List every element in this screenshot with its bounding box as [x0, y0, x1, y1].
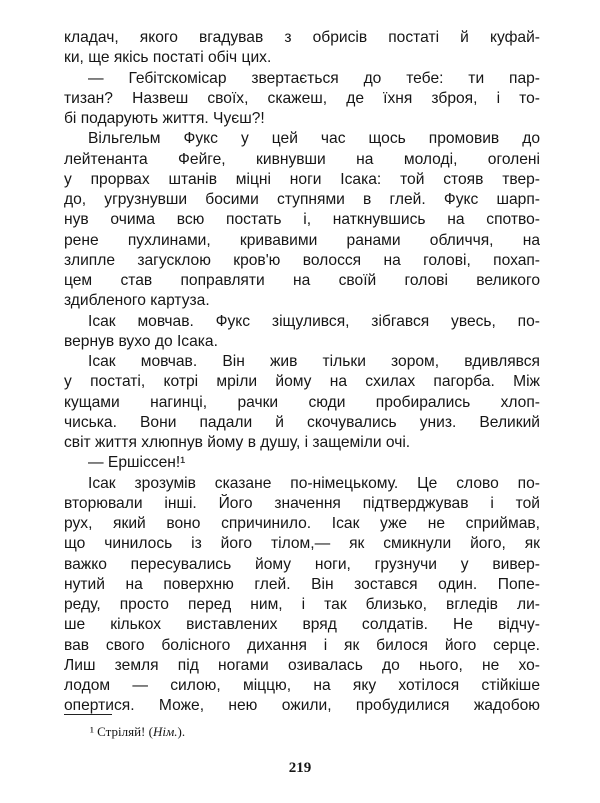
text-line: нув очима всю постать і, наткнувшись на спотво-	[64, 211, 540, 229]
text-line: — Гебітскомісар звертається до тебе: ти пар-	[88, 69, 540, 87]
footnote-lang-close: ).	[177, 724, 186, 739]
footnote-divider	[64, 714, 112, 715]
text-line: Ісак мовчав. Він жив тільки зором, вдивлявся	[88, 353, 540, 370]
text-line: Вільгельм Фукс у цей час щось промовив до	[88, 130, 540, 148]
text-line: Лиш земля під ногами озивалась до нього, не хо-	[64, 656, 540, 674]
text-line: ки, ще якісь постаті обіч цих.	[64, 49, 272, 67]
text-line: реду, просто перед ним, і так близько, вгледів ли-	[64, 596, 540, 613]
text-line: до, угрузнувши босими ступнями в глей. Фукс шарп-	[64, 191, 540, 208]
text-line: здибленого картуза.	[64, 292, 210, 310]
text-line: опертися. Може, нею ожили, пробудилися жадобою	[64, 697, 540, 715]
page-number: 219	[288, 760, 312, 776]
text-line: — Ершіссен!¹	[88, 454, 186, 472]
text-line: у прорвах штанів міцні ноги Ісака: той стояв твер-	[64, 170, 540, 188]
footnote-marker: ¹	[90, 724, 94, 739]
text-line: кладач, якого вгадував з обрисів постаті й куфай-	[64, 29, 540, 46]
text-line: світ життя хлюпнув йому в душу, і защеміли очі.	[64, 434, 411, 451]
text-line: Ісак мовчав. Фукс зіщулився, зібгався увесь, по-	[88, 312, 540, 330]
text-line: бі подарують життя. Чуєш?!	[64, 110, 265, 127]
text-line: ше кількох виставлених вряд солдатів. Не відчу-	[64, 616, 540, 634]
text-line: тизан? Назвеш своїх, скажеш, де їхня зброя, і то-	[64, 89, 540, 107]
text-line: вернув вухо до Ісака.	[64, 332, 218, 350]
text-line: що чинилось із його тілом,— як смикнули його, як	[64, 535, 540, 553]
footnote	[90, 724, 185, 740]
text-line: вторювали інші. Його значення підтверджував і той	[64, 494, 540, 512]
text-line: Ісак зрозумів сказане по-німецькому. Це слово по-	[88, 474, 540, 492]
text-line: важко пересувались йому ноги, грузнучи у вивер-	[64, 555, 540, 573]
text-line: злипле загусклою кров'ю волосся на голові, похап-	[64, 251, 540, 269]
text-line: чиська. Вони падали й скочувались униз. Великий	[64, 413, 540, 431]
footnote-lang: Нім.	[152, 724, 178, 739]
text-line: кущами нагинці, рачки сюди пробирались хлоп-	[64, 393, 540, 411]
text-line: у постаті, котрі мріли йому на схилах пагорба. Між	[64, 373, 540, 391]
text-line: нутий на поверхню глей. Він зостався один. Попе-	[64, 575, 540, 593]
text-line: вав свого болісного дихання і як билося його серце.	[64, 636, 540, 654]
footnote-text: Стріляй!	[97, 724, 146, 739]
text-line: цем став поправляти на своїй голові великого	[64, 272, 540, 289]
body-text	[64, 28, 540, 717]
text-line: рене пухлинами, кривавими ранами обличчя, на	[64, 231, 540, 249]
text-line: рух, який воно спричинило. Ісак уже не сприймав,	[64, 515, 540, 532]
footnote-lang-open: (	[148, 724, 153, 739]
text-line: лодом — силою, міццю, на яку хотілося стійкіше	[64, 677, 540, 694]
text-line: лейтенанта Фейге, кивнувши на молоді, оголені	[64, 150, 540, 168]
